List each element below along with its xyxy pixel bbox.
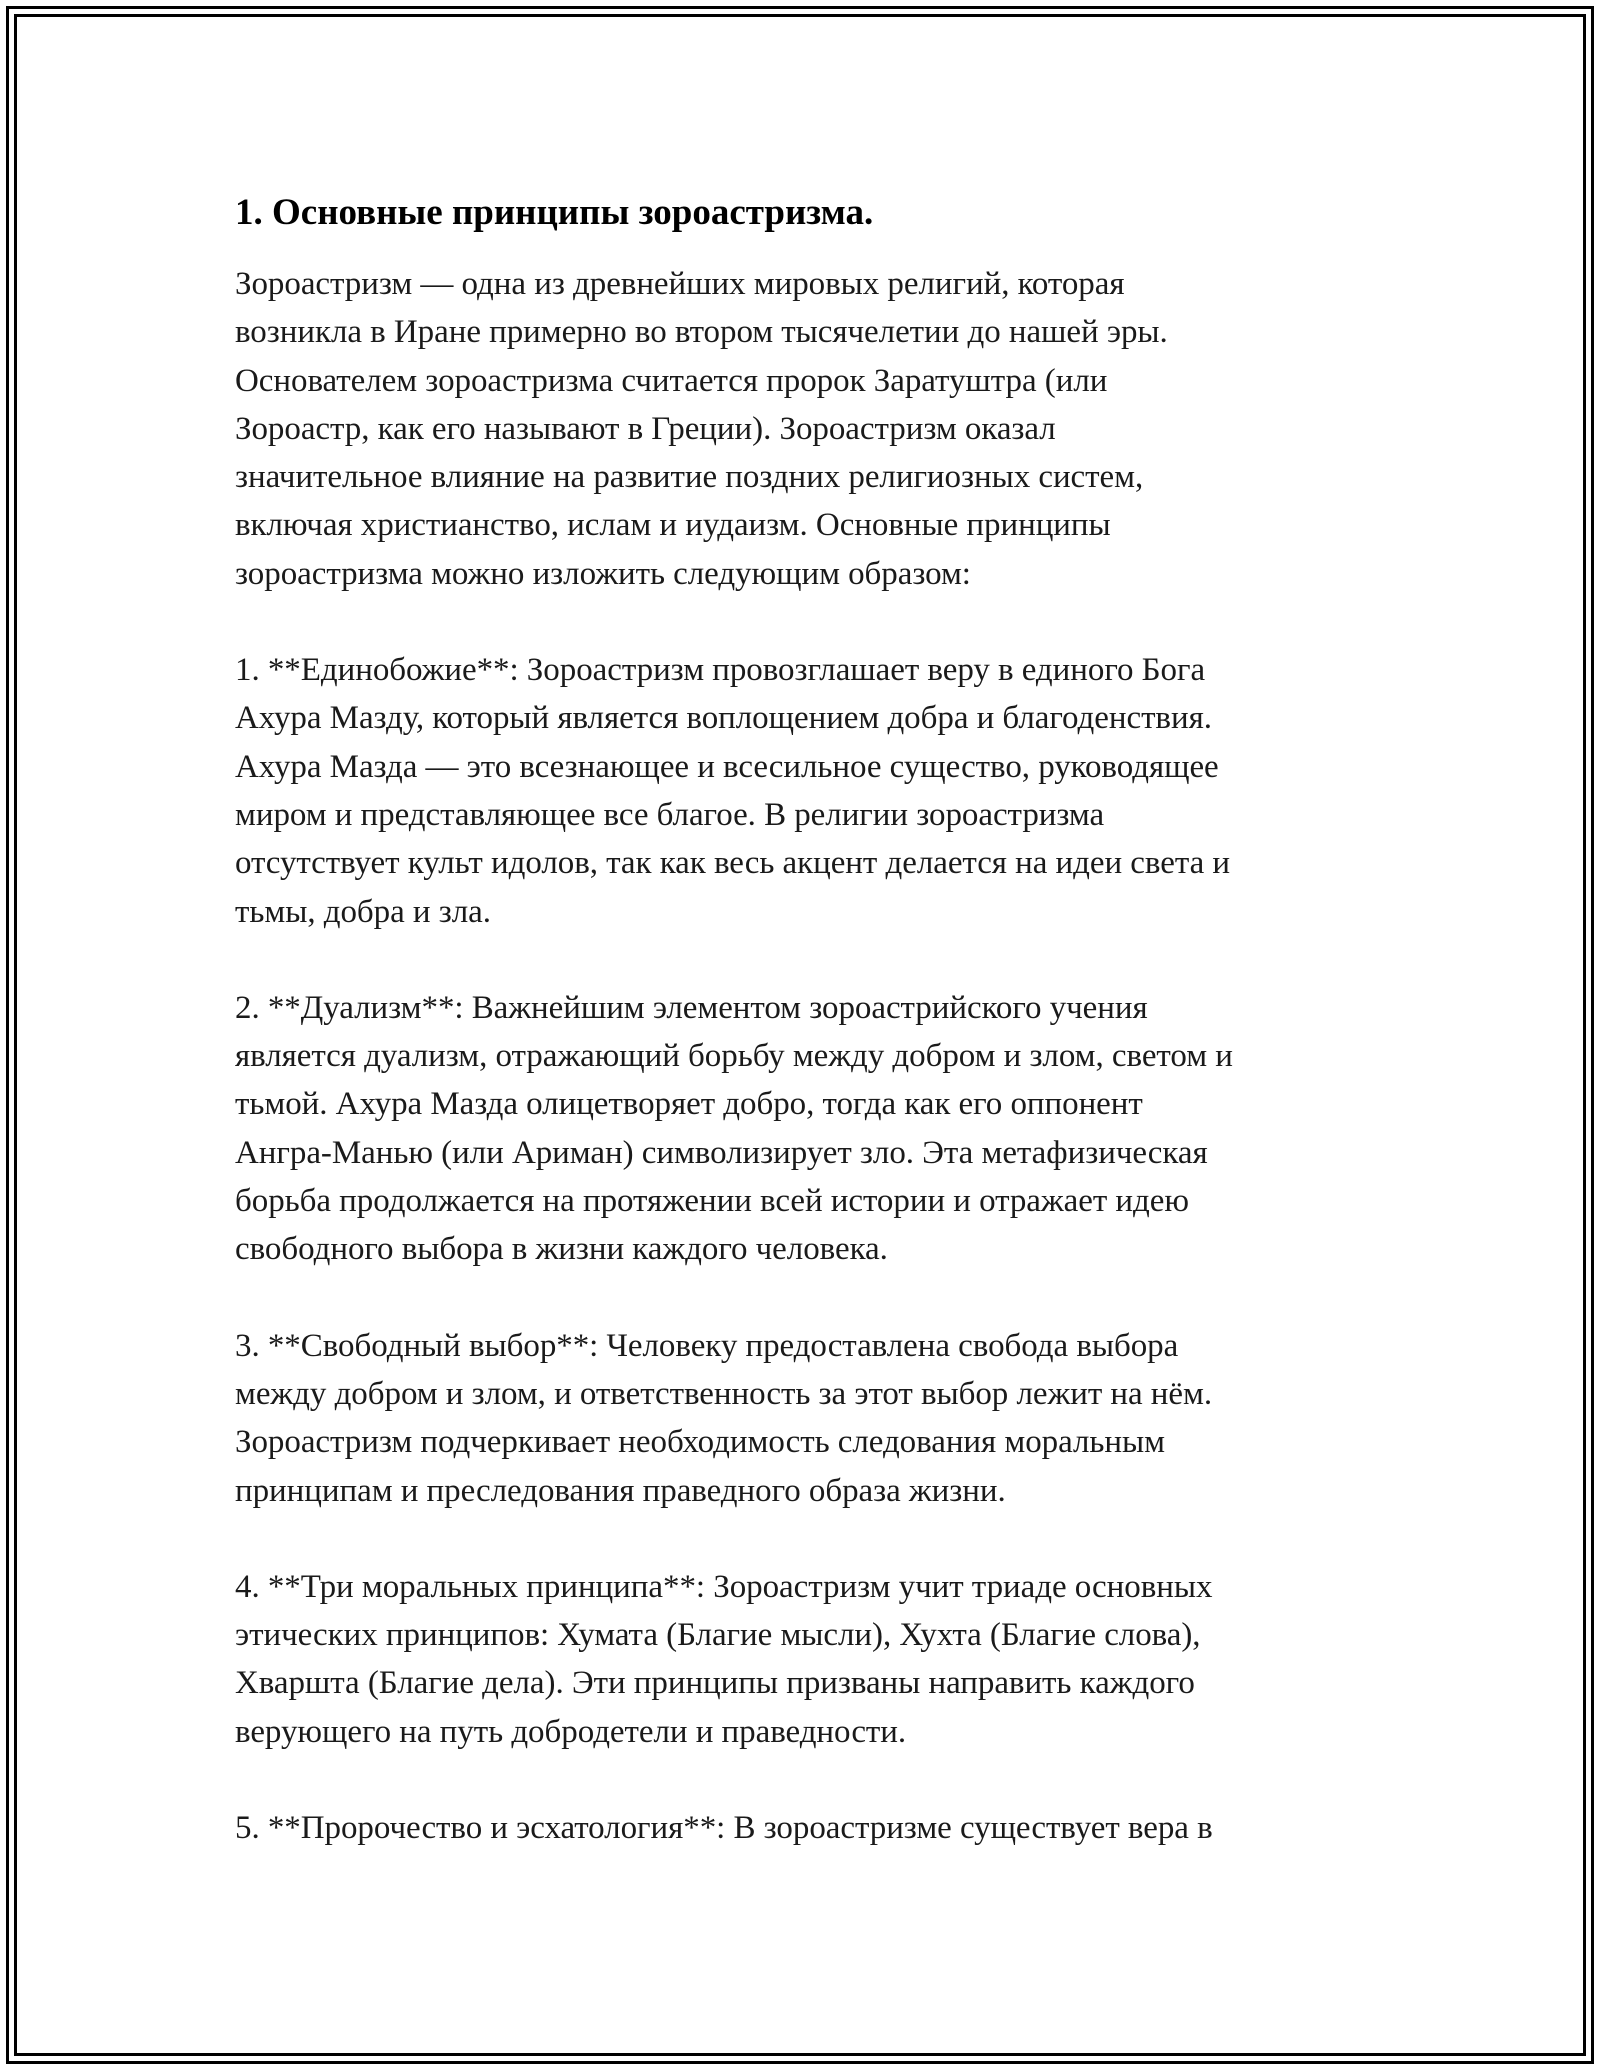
- paragraph-prophecy: 5. **Пророчество и эсхатология**: В зороастризме существует вера в: [235, 1810, 1213, 1847]
- paragraph-free-choice: 3. **Свободный выбор**: Человеку предоставлена свобода выбора между добром и злом, и ответственность за этот выбор лежит на нём. Зороастризм подчеркивает необходимость следования моральным принципам и преследования праведного образа жизни.: [235, 1327, 1213, 1509]
- document-body: [235, 188, 1375, 1900]
- paragraph-dualism: 2. **Дуализм**: Важнейшим элементом зороастрийского учения является дуализм, отражающий борьбу между добром и злом, светом и тьмой. Ахура Мазда олицетворяет добро, тогда как его оппонент Ангра-Манью (или Ариман) символизирует зло. Эта метафизическая борьба продолжается на протяжении всей истории и отражает идею свободного выбора в жизни каждого человека.: [235, 989, 1233, 1268]
- section-heading: 1. Основные принципы зороастризма.: [235, 192, 874, 233]
- paragraph-three-principles: 4. **Три моральных принципа**: Зороастризм учит триаде основных этических принципов: Хумата (Благие мысли), Хухта (Благие слова), Хваршта (Благие дела). Эти принципы призваны направить каждого верующего на путь добродетели и праведности.: [235, 1568, 1213, 1750]
- intro-paragraph: Зороастризм — одна из древнейших мировых религий, которая возникла в Иране примерно во втором тысячелетии до нашей эры. Основателем зороастризма считается пророк Заратуштра (или Зороастр, как его называют в Греции). Зороастризм оказал значительное влияние на развитие поздних религиозных систем, включая христианство, ислам и иудаизм. Основные принципы зороастризма можно изложить следующим образом:: [235, 266, 1168, 592]
- paragraph-monotheism: 1. **Единобожие**: Зороастризм провозглашает веру в единого Бога Ахура Мазду, который является воплощением добра и благоденствия. Ахура Мазда — это всезнающее и всесильное существо, руководящее миром и представляющее все благое. В религии зороастризма отсутствует культ идолов, так как весь акцент делается на идеи света и тьмы, добра и зла.: [235, 652, 1231, 930]
